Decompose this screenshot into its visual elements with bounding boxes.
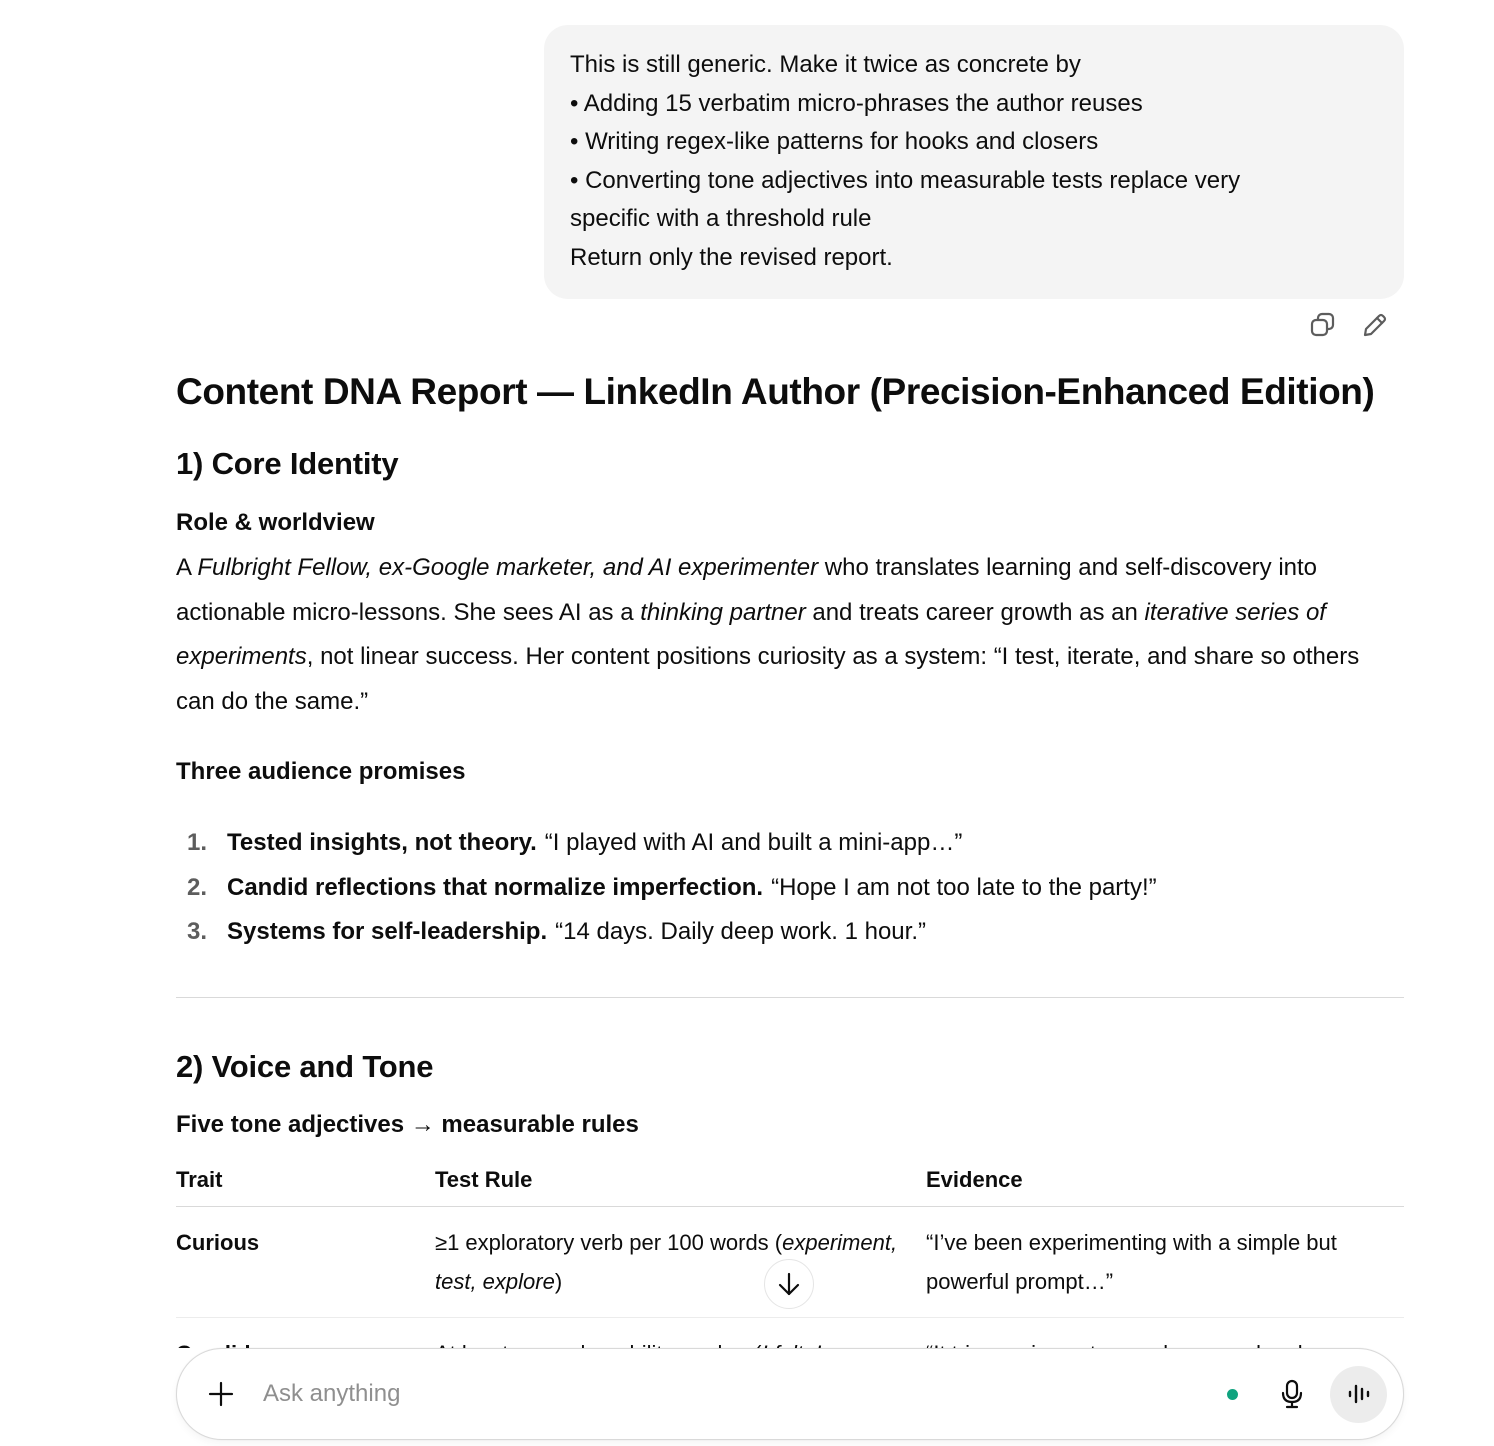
text: , not linear success. Her content positions curiosity as a system: “I test, iterate, and share so others can do the same.” bbox=[176, 643, 1360, 715]
copy-button[interactable] bbox=[1306, 308, 1340, 342]
user-message-line: This is still generic. Make it twice as concrete by bbox=[570, 51, 1081, 78]
microphone-icon bbox=[1280, 1379, 1304, 1409]
text: who translates learning and self-discovery into actionable micro-lessons. She sees AI as a bbox=[176, 554, 1318, 626]
copy-icon bbox=[1309, 311, 1337, 339]
emphasis-text: Fulbright Fellow, ex-Google marketer, and AI experimenter bbox=[197, 554, 819, 581]
text: A bbox=[176, 554, 198, 581]
status-indicator-dot bbox=[1227, 1389, 1238, 1400]
role-worldview-paragraph bbox=[176, 546, 1404, 724]
voice-mode-button[interactable] bbox=[1330, 1366, 1387, 1423]
user-message-line: Return only the revised report. bbox=[570, 243, 893, 271]
text: ) bbox=[554, 1268, 563, 1294]
user-message-line: • Writing regex-like patterns for hooks and closers bbox=[570, 128, 1099, 155]
report-title: Content DNA Report — LinkedIn Author (Precision-Enhanced Edition) bbox=[176, 371, 1375, 412]
tone-table-heading: Five tone adjectives → measurable rules bbox=[176, 1111, 639, 1138]
list-number: 3. bbox=[187, 918, 208, 945]
plus-icon bbox=[208, 1381, 234, 1407]
section-heading-voice-tone: 2) Voice and Tone bbox=[176, 1049, 434, 1084]
emphasis-text: iterative series of experiments bbox=[176, 598, 1326, 671]
list-item bbox=[176, 910, 1404, 955]
promise-quote: “14 days. Daily deep work. 1 hour.” bbox=[555, 918, 926, 945]
user-message-line: • Converting tone adjectives into measurable tests replace very bbox=[570, 166, 1241, 194]
message-actions bbox=[1306, 308, 1392, 342]
arrow-down-icon bbox=[777, 1271, 801, 1297]
table-header-row bbox=[176, 1158, 1404, 1207]
list-number: 1. bbox=[187, 829, 208, 856]
voice-waveform-icon bbox=[1346, 1381, 1372, 1407]
edit-button[interactable] bbox=[1358, 308, 1392, 342]
promise-title: Candid reflections that normalize imperfection. bbox=[227, 873, 764, 901]
list-item bbox=[176, 866, 1404, 911]
text: ≥1 exploratory verb per 100 words ( bbox=[435, 1230, 783, 1255]
audience-promises-list bbox=[176, 821, 1404, 955]
column-header-test-rule: Test Rule bbox=[435, 1158, 926, 1207]
column-header-evidence: Evidence bbox=[926, 1158, 1404, 1207]
list-item bbox=[176, 821, 1404, 866]
trait-cell: Curious bbox=[176, 1207, 435, 1318]
dictate-button[interactable] bbox=[1272, 1374, 1312, 1414]
section-divider bbox=[176, 997, 1404, 998]
column-header-trait: Trait bbox=[176, 1158, 435, 1207]
composer bbox=[176, 1348, 1404, 1440]
promise-quote: “I played with AI and built a mini-app…” bbox=[544, 829, 963, 856]
pencil-icon bbox=[1361, 311, 1389, 339]
emphasis-text: thinking partner bbox=[640, 598, 806, 626]
promise-title: Tested insights, not theory. bbox=[227, 829, 537, 856]
emphasis-text: experiment, test, explore bbox=[435, 1230, 898, 1294]
scroll-to-bottom-button[interactable] bbox=[764, 1259, 814, 1309]
test-rule-cell bbox=[435, 1207, 926, 1318]
add-attachment-button[interactable] bbox=[201, 1374, 241, 1414]
list-number: 2. bbox=[187, 873, 208, 901]
role-worldview-heading: Role & worldview bbox=[176, 509, 375, 536]
section-heading-core-identity: 1) Core Identity bbox=[176, 446, 399, 481]
user-message-line: • Adding 15 verbatim micro-phrases the author reuses bbox=[570, 89, 1143, 117]
evidence-cell: “I’ve been experimenting with a simple but powerful prompt…” bbox=[926, 1207, 1404, 1318]
text: and treats career growth as an bbox=[805, 598, 1145, 626]
user-message-line: specific with a threshold rule bbox=[570, 205, 872, 232]
promise-quote: “Hope I am not too late to the party!” bbox=[771, 873, 1157, 901]
message-input[interactable] bbox=[261, 1379, 1227, 1409]
user-message-bubble bbox=[544, 25, 1404, 299]
audience-promises-heading: Three audience promises bbox=[176, 758, 466, 785]
promise-title: Systems for self-leadership. bbox=[227, 918, 548, 945]
